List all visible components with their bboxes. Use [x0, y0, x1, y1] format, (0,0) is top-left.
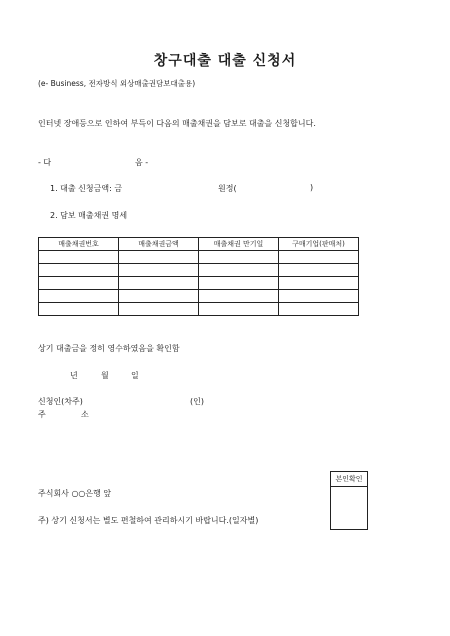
intro-text: 인터넷 장애등으로 인하여 부득이 다음의 매출채권을 담보로 대출을 신청합니다.: [38, 119, 316, 128]
table-cell: [39, 277, 119, 290]
receipt-confirmation: 상기 대출금을 정히 영수하였음을 확인함: [38, 344, 180, 353]
table-header-row: [39, 238, 359, 251]
table-cell: [119, 303, 199, 316]
header-bill-amount: 매출채권금액: [119, 238, 199, 251]
table-cell: [199, 251, 279, 264]
header-buyer: 구매기업(판매처): [279, 238, 359, 251]
table-row: [39, 290, 359, 303]
address-label-ju: 주: [38, 410, 46, 419]
identity-verification-box: [330, 471, 368, 530]
collateral-heading: 2. 담보 매출채권 명세: [50, 211, 128, 220]
table-cell: [279, 277, 359, 290]
footnote: 주) 상기 신청서는 별도 편철하여 관리하시기 바랍니다.(일자별): [38, 516, 259, 525]
heading-eum: 음 -: [135, 158, 149, 167]
table-cell: [199, 290, 279, 303]
applicant-label: 신청인(차주): [38, 397, 83, 406]
loan-amount-label: 1. 대출 신청금액: 금: [50, 184, 123, 193]
table-cell: [199, 264, 279, 277]
table-cell: [39, 251, 119, 264]
document-title: 창구대출 대출 신청서: [153, 53, 297, 69]
header-bill-number: 매출채권번호: [39, 238, 119, 251]
loan-amount-close: ): [310, 183, 314, 192]
address-label-so: 소: [81, 410, 89, 419]
bank-addressee: 주식회사 ○○은행 앞: [38, 489, 112, 498]
table-cell: [39, 264, 119, 277]
date-month: 월: [101, 371, 109, 380]
table-cell: [119, 251, 199, 264]
table-cell: [279, 264, 359, 277]
table-row: [39, 277, 359, 290]
table-cell: [39, 303, 119, 316]
table-cell: [279, 290, 359, 303]
date-year: 년: [70, 371, 78, 380]
document-subtitle: (e- Business, 전자방식 외상매출권담보대출용): [38, 79, 196, 88]
table-row: [39, 251, 359, 264]
table-cell: [199, 277, 279, 290]
table-cell: [39, 290, 119, 303]
heading-da: - 다: [38, 158, 52, 167]
table-cell: [279, 303, 359, 316]
table-cell: [119, 264, 199, 277]
table-cell: [279, 251, 359, 264]
header-bill-maturity: 매출채권 만기일: [199, 238, 279, 251]
seal-mark: (인): [190, 397, 204, 406]
table-row: [39, 264, 359, 277]
date-day: 일: [131, 371, 139, 380]
table-cell: [119, 290, 199, 303]
identity-verification-label: 본인확인: [331, 472, 367, 487]
table-cell: [119, 277, 199, 290]
table-cell: [199, 303, 279, 316]
loan-amount-won: 원정(: [218, 184, 237, 193]
table-row: [39, 303, 359, 316]
collateral-table: [38, 237, 359, 316]
